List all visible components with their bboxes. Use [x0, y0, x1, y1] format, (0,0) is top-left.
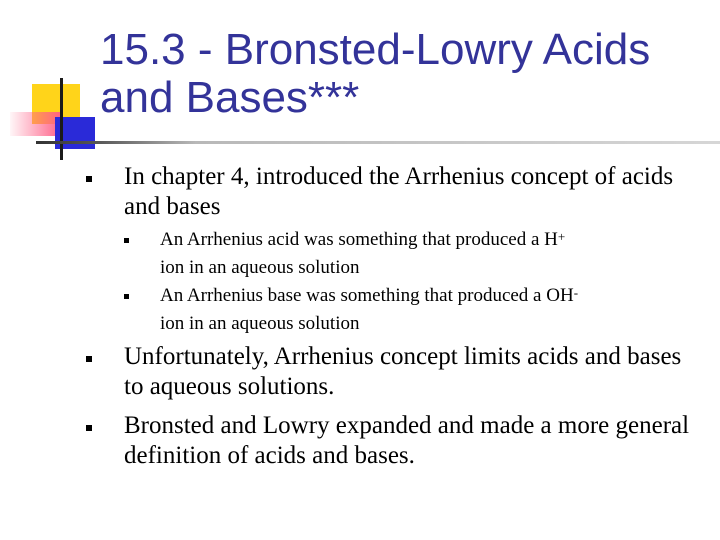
bullet-marker	[86, 356, 92, 362]
sub-bullet-text: An Arrhenius acid was something that produced a H	[160, 229, 558, 250]
bullet-text: Bronsted and Lowry expanded and made a more general definition of acids and bases.	[124, 412, 690, 469]
title-underline-rule	[36, 141, 720, 144]
slide-title: 15.3 - Bronsted-Lowry Acids and Bases***	[100, 25, 651, 122]
accent-vertical-rule	[60, 78, 63, 160]
superscript-charge: +	[557, 229, 566, 244]
sub-bullet-marker	[124, 238, 129, 243]
bullet-text: Unfortunately, Arrhenius concept limits acids and bases to aqueous solutions.	[124, 343, 682, 400]
superscript-charge: -	[573, 285, 579, 300]
bullet-item	[124, 162, 694, 222]
bullet-item	[124, 342, 694, 402]
bullet-text: In chapter 4, introduced the Arrhenius concept of acids and bases	[124, 163, 674, 220]
bullet-marker	[86, 176, 92, 182]
sub-bullet-item	[160, 226, 705, 282]
sub-bullet-marker	[124, 294, 129, 299]
sub-bullet-item	[160, 282, 705, 338]
bullet-marker	[86, 425, 92, 431]
sub-bullet-continuation: ion in an aqueous solution	[160, 313, 360, 334]
sub-bullet-continuation: ion in an aqueous solution	[160, 257, 360, 278]
sub-bullet-text: An Arrhenius base was something that produced a OH	[160, 285, 574, 306]
bullet-item	[124, 411, 694, 471]
